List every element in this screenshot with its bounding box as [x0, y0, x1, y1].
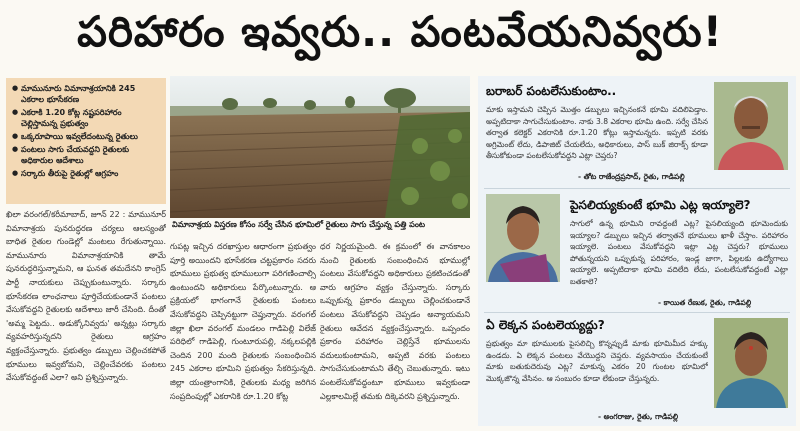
photo-caption: విమానాశ్రయ విస్తరణ కోసం సర్వే చేసిన భూమిలో రైతులు సాగు చేస్తున్న పత్తి పంట [172, 220, 426, 229]
highlight-item: ● ఒక్కరూపాయి ఇవ్వలేదంటున్న రైతులు [12, 131, 160, 142]
quote-2-title: పైసలియ్యకుంటే భూమి ఎట్ల ఇయ్యాలె? [570, 198, 751, 212]
farmer-portrait-3 [714, 318, 788, 408]
quote-2-attribution: - కాయిత రేణుక, రైతు, గాడిపల్లి [658, 298, 752, 307]
page-headline: పరిహారం ఇవ్వరు.. పంటవేయనివ్వరు! [77, 7, 723, 56]
section-divider [484, 188, 790, 189]
farmer-portrait-2 [486, 194, 560, 282]
highlight-item: ● సర్కారు తీరుపై రైతుల్లో ఆగ్రహం [12, 168, 160, 179]
quote-1-title: బరాబర్ పంటలేసుకుంటాం.. [486, 84, 617, 98]
section-divider [484, 312, 790, 313]
field-illustration [170, 76, 470, 218]
quote-1-attribution: - తోట రాజేంద్రప్రసాద్, రైతు, గాడిపల్లి [578, 172, 685, 181]
highlight-item: ● పంటలు సాగు చేయవద్దని రైతులకు అధికారుల ఆదేశాలు [12, 144, 160, 166]
farmer-quotes-sidebar [478, 76, 796, 426]
highlight-item: ● ఎకరాకి 1.20 కోట్ల నష్టపరిహారం చెల్లిస్తామన్న ప్రభుత్వం [12, 107, 160, 129]
quote-3-attribution: - అంగరాజు, రైతు, గాడిపల్లి [598, 412, 679, 421]
quote-2-body: సాగులో ఉన్న భూమిని రావద్దంటే ఎట్ల? పైసలియ్యంది భూమెందుకు ఇయ్యాల? డబ్బులు ఇచ్చిన తర్వాతనే భూములు ఖాళీ చేస్తాం. పరిహారం ఇయ్యాలె. పంటలు వేసుకోవద్దని ఇట్లా ఎట్ల చెప్తరు? భూములు పోతున్నయని ఒప్పుకున్న పరిహారం, ఇండ్ల జాగా, పిల్లలకు ఉద్యోగాలు ఇయ్యాలె. అప్పటిదాకా భూమి వదిలేది లేదు, పంటలేసుకోవద్దంటే ఎట్లా బతకాలె? [570, 219, 788, 286]
highlight-item: ● మామునూరు విమానాశ్రయానికి 245 ఎకరాల భూసేకరణ [12, 83, 160, 105]
quote-1-body: మాకు ఇస్తామని చెప్పిన మొత్తం డబ్బులు ఇచ్చినంకనే భూమి వదిలిపెడ్తాం. అప్పటిదాకా సాగుచేసుకుంటాం. నాకు 3.8 ఎకరాల భూమి ఉంది. సర్వే చేసిన తర్వాత కలెక్టర్ ఎకరానికి రూ.1.20 కోట్లు ఇస్తామన్నరు. ఇప్పటి వరకు అగ్రిమెంట్ లేదు, డిపాజిట్ చేయలేదు, అధికారులు, పాస్ బుక్ జిరాక్స్ కూడా తీసుకోకుండా పంటలేసుకోవద్దని ఎట్లా చెప్తరు? [486, 105, 708, 160]
highlights-box [6, 78, 166, 204]
farmer-portrait-1 [714, 82, 788, 170]
article-column-1: ఖిలా వరంగల్/కరీమాబాద్, జూన్ 22 : మామునూర్ విమానాశ్రయ పునరుద్ధరణ చర్యలు ఆలస్యంతో బాధిత రైతుల గుండెల్లో మంటలు రేగుతున్నాయి. మామునూరు విమానాశ్రయానికి తామే పునరుద్ధరిస్తున్నామని, ఆ ఘనత తమదేనని కాంగ్రెస్ పార్టీ నాయకులు చెప్పుకుంటున్నారు. సర్కారు భూసేకరణ లాంఛనాలు పూర్తిచేయకుండానే పంటలు వేసుకోవద్దని రైతులకు ఆదేశాలు జారీ చేసింది. దీంతో 'అమ్మ పెట్టదు.. అడుక్కోనివ్వదు' అన్నట్లు సర్కారు వ్యవహరిస్తున్నదని రైతులు ఆగ్రహం వ్యక్తంచేస్తున్నారు. ప్రభుత్వం డబ్బులు చెల్లించకపోతే భూములు ఇవ్వబోమని, చెల్లించేవరకు పంటలు వేసుకోవద్దంటే ఎలా? అని ప్రశ్నిస్తున్నారు. [6, 210, 166, 383]
article-column-3: ధర నిర్ణయమైంది. ఈ క్రమంలో ఈ వానకాలం నుంచి రైతులకు సంబంధించిన భూముల్లో పంటలు వేసుకోవద్దని అధికారులు ప్రకటించడంతో వారు ఆగ్రహం వ్యక్తం చేస్తున్నారు. సర్కారు ఒప్పుకున్న ప్రకారం డబ్బులు చెల్లించకుండానే పంటలు వేసుకోవద్దని చెప్పడం అన్యాయమని రైతులు ఆవేదన వ్యక్తంచేస్తున్నారు. ఒప్పందం ప్రకారం పరిహారం చెల్లిస్తేనే భూములను వదులుకుంటామని, అప్పటి వరకు పంటలు సాగుచేసుకుంటామని తేల్చి చెబుతున్నారు. ఇటు పంటలేసుకోవద్దంటూ భూములు ఇవ్వకుండా ఎల్లకాలమిల్లే తమకు దిక్కెవరని ప్రశ్నిస్తున్నారు. [320, 242, 470, 401]
article-column-2: గుపట్ల ఇచ్చిన దరఖాస్తుల ఆధారంగా ప్రభుత్వం పూర్తి అయిందని భూసేకరణ చట్టప్రకారం సదరు భూములు ప్రభుత్వ భూములుగా పరిగణించాల్సి ఉంటుందని అధికారులు పేర్కొంటున్నారు. ఆ ప్రక్రియలో భాగంగానే రైతులకు పంటలు వేసుకోవద్దని చెప్పినట్టుగా చెప్తున్నారు. వరంగల్ జిల్లా ఖిలా వరంగల్ మండలం గాడిపెల్లి విలేజ్ పరిధిలో గాడిపెల్లి, గుంటూరుపల్లి, నక్కలపల్లికి చెందిన 200 మంది రైతులకు సంబంధించిన 245 ఎకరాల భూమిని ప్రభుత్వం సేకరిస్తున్నది. జిల్లా యంత్రాంగానికి, రైతులకు మధ్య జరిగిన సంప్రదింపుల్లో ఎకరానికి రూ.1.20 కోట్ల [170, 242, 316, 401]
quote-3-body: ప్రభుత్వం మా భూములకు పైసలిచ్చి కొన్నప్పుడే మాకు భూమిమీద హక్కు ఉండదు. ఏ లెక్కన పంటలు వేయొద్దని చెప్తరు. వ్యవసాయం చేయకుంటే మాకు బతుకుదెరువు ఎట్ల? మాకున్న ఎకరం 20 గుంటల భూమిలో మొక్కజొన్న వేసినం. ఆ సంబురం కూడా లేకుండా చేస్తున్నరు. [486, 339, 708, 383]
cotton-field-photo [170, 76, 470, 218]
quote-3-title: ఏ లెక్కన పంటలెయ్యద్దు? [486, 318, 605, 332]
